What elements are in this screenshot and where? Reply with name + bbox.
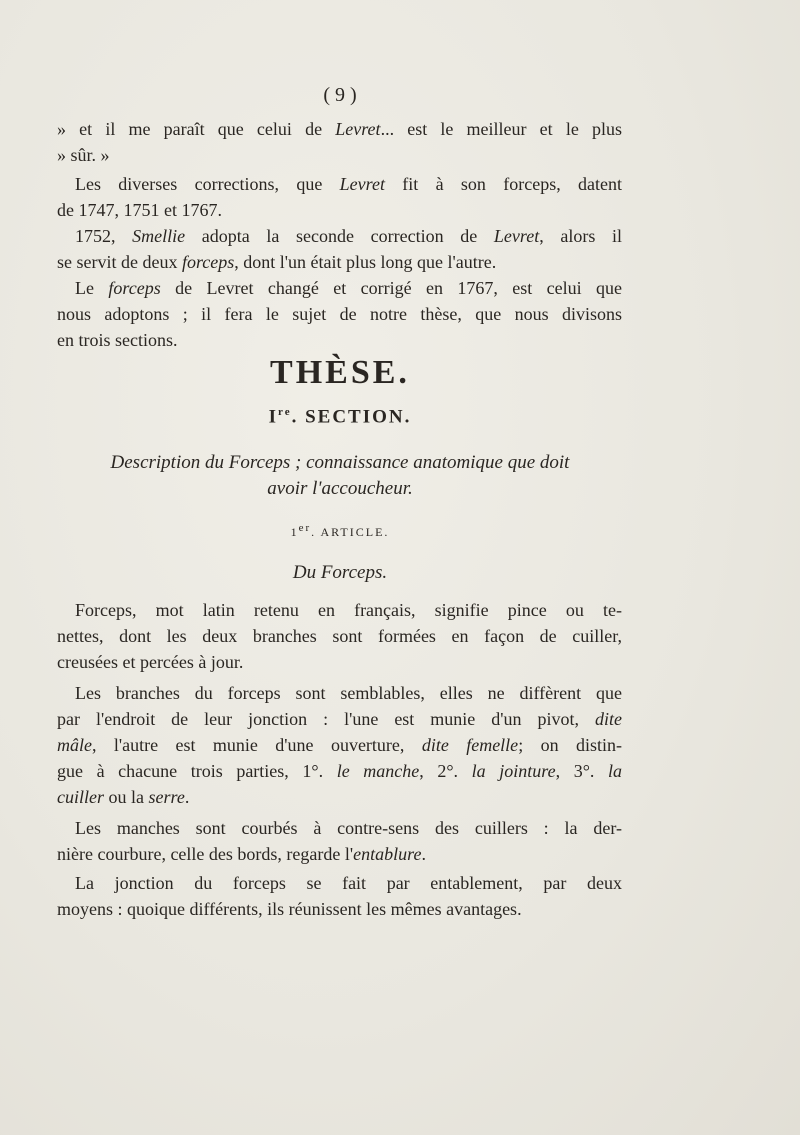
- paragraph-quote-end: [57, 116, 622, 168]
- subheading-forceps: Du Forceps.: [292, 562, 388, 583]
- section-description: Description du Forceps ; connaissance anatomique que doit avoir l'accoucheur.: [110, 452, 570, 499]
- paragraph-corrections: [57, 171, 622, 223]
- text-line: nettes, dont les deux branches sont formées en façon de cuiller,: [57, 626, 622, 646]
- text-line: Les branches du forceps sont semblables, elles ne diffèrent que: [75, 683, 622, 703]
- text-line: Les diverses corrections, que Levret fit à son forceps, datent: [75, 174, 622, 194]
- text-line: en trois sections.: [57, 330, 178, 350]
- page-number: ( 9 ): [323, 84, 357, 106]
- text-line: de 1747, 1751 et 1767.: [57, 200, 222, 220]
- text-line: 1752, Smellie adopta la seconde correction de Levret, alors il: [75, 226, 623, 246]
- section-heading: Ire. SECTION.: [268, 406, 412, 428]
- text-line: mâle, l'autre est munie d'une ouverture, dite femelle; on distin-: [57, 735, 622, 755]
- paragraph-junction: [57, 870, 622, 922]
- paragraph-definition: [57, 597, 622, 675]
- text-line: moyens : quoique différents, ils réunissent les mêmes avantages.: [57, 899, 522, 919]
- article-heading: 1er. ARTICLE.: [290, 522, 390, 539]
- text-line: Forceps, mot latin retenu en français, signifie pince ou te-: [75, 600, 622, 620]
- paragraph-smellie: [57, 223, 622, 275]
- text-line: creusées et percées à jour.: [57, 652, 244, 672]
- text-line: » et il me paraît que celui de Levret... est le meilleur et le plus: [57, 119, 622, 139]
- text-line: cuiller ou la serre.: [57, 787, 190, 807]
- text-line: La jonction du forceps se fait par entablement, par deux: [75, 873, 622, 893]
- text-line: se servit de deux forceps, dont l'un était plus long que l'autre.: [57, 252, 497, 272]
- paragraph-branches: [57, 680, 622, 810]
- paragraph-adoption: [57, 275, 622, 353]
- text-line: Le forceps de Levret changé et corrigé en 1767, est celui que: [75, 278, 623, 298]
- text-line: par l'endroit de leur jonction : l'une est munie d'un pivot, dite: [57, 709, 622, 729]
- thesis-title: THÈSE.: [270, 354, 410, 391]
- text-line: » sûr. »: [57, 145, 110, 165]
- text-line: Les manches sont courbés à contre-sens des cuillers : la der-: [75, 818, 622, 838]
- paragraph-handles: [57, 815, 622, 867]
- text-line: nière courbure, celle des bords, regarde l'entablure.: [57, 844, 426, 864]
- text-line: gue à chacune trois parties, 1°. le manche, 2°. la jointure, 3°. la: [57, 761, 622, 781]
- text-line: nous adoptons ; il fera le sujet de notre thèse, que nous divisons: [57, 304, 622, 324]
